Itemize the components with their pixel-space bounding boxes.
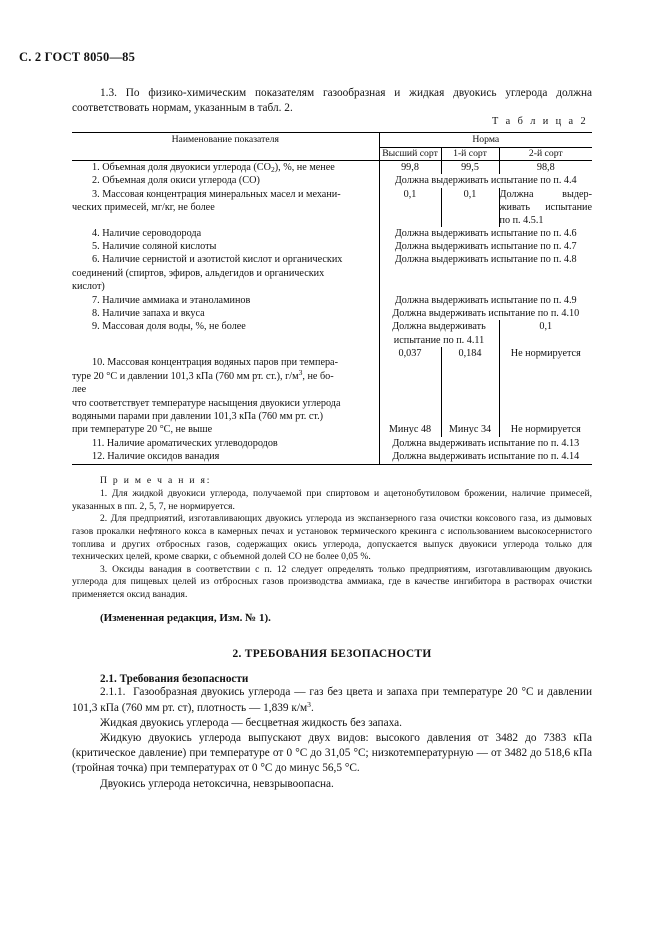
header-col-grade-1: 1-й сорт bbox=[441, 147, 499, 160]
table-row bbox=[72, 450, 592, 464]
row-10-value-grade1: 0,184 bbox=[441, 347, 499, 396]
paragraph-nontoxic: Двуокись углерода нетоксична, невзрывоопасна. bbox=[100, 777, 334, 790]
row-10-name-line2: туре 20 °С и давлении 101,3 кПа (760 мм рт. ст.), $г/м^3$, не бо- bbox=[72, 367, 334, 382]
row-4-name bbox=[72, 227, 379, 240]
row-12-name-text: 12. Наличие оксидов ванадия bbox=[92, 451, 220, 463]
table-row bbox=[72, 347, 592, 396]
paragraph-liquid-description: Жидкая двуокись углерода — бесцветная жидкость без запаха. bbox=[100, 716, 402, 729]
table-row bbox=[72, 253, 592, 293]
row-2-name-text: 2. Объемная доля окиси углерода (СО) bbox=[92, 175, 260, 187]
row-5-name bbox=[72, 240, 379, 253]
table-row bbox=[72, 320, 592, 347]
table-row bbox=[72, 307, 592, 320]
table-row bbox=[72, 227, 592, 240]
row-5-value-all: Должна выдерживать испытание по п. 4.7 bbox=[379, 240, 592, 253]
page-running-header: С. 2 ГОСТ 8050—85 bbox=[19, 50, 136, 64]
table-row bbox=[72, 174, 592, 187]
row-2-name bbox=[72, 174, 379, 187]
table-row bbox=[72, 240, 592, 253]
page-content bbox=[72, 86, 592, 792]
row-10b-name-line3: при температуре 20 °С, не выше bbox=[72, 424, 213, 436]
row-6-name-line1: 6. Наличие сернистой и азотистой кислот и органических bbox=[92, 254, 343, 266]
row-12-value-all: Должна выдерживать испытание по п. 4.14 bbox=[379, 450, 592, 464]
row-11-name-text: 11. Наличие ароматических углеводородов bbox=[92, 437, 278, 449]
row-10b-value-grade1: Минус 34 bbox=[441, 397, 499, 437]
row-10b-value-grade2: Не нормируется bbox=[499, 397, 592, 437]
table-row bbox=[72, 294, 592, 307]
revision-note: (Измененная редакция, Изм. № 1). bbox=[100, 612, 271, 625]
row-3-name-line1: 3. Массовая концентрация минеральных масел и механи- bbox=[92, 188, 341, 200]
row-10-spacer bbox=[72, 347, 379, 356]
row-3-name bbox=[72, 188, 379, 227]
table-body bbox=[72, 160, 592, 464]
row-6-value-all: Должна выдерживать испытание по п. 4.8 bbox=[379, 253, 592, 293]
row-10-value-highest: 0,037 bbox=[379, 347, 441, 396]
row-7-name-text: 7. Наличие аммиака и этаноламинов bbox=[92, 294, 251, 306]
note-item-3: 3. Оксиды ванадия в соответствии с п. 12 следует определять только предприятиям, изготавливающим двуокись углерода для пищевых целей из отбросных газов производства аммиака, где в качестве ингибитора в растворах очистки применяется оксид ванадия. bbox=[72, 563, 592, 600]
row-11-value-all: Должна выдерживать испытание по п. 4.13 bbox=[379, 437, 592, 450]
row-4-name-text: 4. Наличие сероводорода bbox=[92, 227, 202, 239]
row-10-name bbox=[72, 347, 379, 396]
row-10b-name-line1: что соответствует температуре насыщения двуокиси углерода bbox=[72, 397, 341, 409]
table-head bbox=[72, 133, 592, 160]
paragraph-2-1-1: 2.1.1. Газообразная двуокись углерода — газ без цвета и запаха при температуре 20 °С и давлении 101,3 кПа (760 мм рт. ст), плотность — 1,839 $к/м^3$. bbox=[72, 686, 592, 714]
header-norma-group: Норма bbox=[379, 133, 592, 147]
row-1-name-text: 1. Объемная доля двуокиси углерода $(CO_2)$, %, не менее bbox=[92, 161, 335, 175]
paragraph-1-3: 1.3. По физико-химическим показателям газообразная и жидкая двуокись углерода должна соответствовать нормам, указанным в табл. 2. bbox=[72, 87, 592, 115]
row-3-value-highest: 0,1 bbox=[379, 188, 441, 227]
row-10b-name-line2: водяными парами при давлении 101,3 кПа (760 мм рт. ст.) bbox=[72, 410, 324, 422]
row-7-value-all: Должна выдерживать испытание по п. 4.9 bbox=[379, 294, 592, 307]
table-row bbox=[72, 397, 592, 437]
row-8-value-all: Должна выдерживать испытание по п. 4.10 bbox=[379, 307, 592, 320]
header-col-grade-2: 2-й сорт bbox=[499, 147, 592, 160]
row-11-name bbox=[72, 437, 379, 450]
row-9-name-text: 9. Массовая доля воды, %, не более bbox=[92, 321, 246, 333]
row-3-name-line2: ческих примесей, мг/кг, не более bbox=[72, 202, 215, 214]
row-9-value-merged: Должна выдерживать испытание по п. 4.11 bbox=[379, 320, 499, 347]
subsection-2-1-title: 2.1. Требования безопасности bbox=[100, 673, 249, 686]
table-row bbox=[72, 160, 592, 174]
row-3-value-grade2 bbox=[499, 188, 592, 227]
row-8-name bbox=[72, 307, 379, 320]
table-caption: Т а б л и ц а 2 bbox=[492, 116, 588, 128]
section-2-title: 2. ТРЕБОВАНИЯ БЕЗОПАСНОСТИ bbox=[232, 648, 432, 661]
table-row bbox=[72, 188, 592, 227]
row-2-value-all: Должна выдерживать испытание по п. 4.4 bbox=[379, 174, 592, 187]
row-1-name bbox=[72, 160, 379, 174]
row-10-name-line3: лее bbox=[72, 384, 87, 396]
table-header-row-group bbox=[72, 133, 592, 147]
header-col-highest-grade: Высший сорт bbox=[379, 147, 441, 160]
row-1-value-grade1: 99,5 bbox=[441, 160, 499, 174]
row-10-value-grade2: Не нормируется bbox=[499, 347, 592, 396]
header-name-column: Наименование показателя bbox=[72, 133, 379, 160]
row-6-name bbox=[72, 253, 379, 293]
row-3-value-grade1: 0,1 bbox=[441, 188, 499, 227]
row-9-name bbox=[72, 320, 379, 347]
row-10b-value-highest: Минус 48 bbox=[379, 397, 441, 437]
note-item-2: 2. Для предприятий, изготавливающих двуокись углерода из экспанзерного газа очистки коксового газа, из дымовых газов прокалки нефтяного кокса в камерных печах и установок термического крекинга с использованием высокосернистого топлива и других отбросных газов, содержащих окись углерода, допускается выпуск двуокиси углерода только для технических целей, кроме сварки, с объемной долей СО не более 0,05 %. bbox=[72, 513, 592, 563]
row-4-value-all: Должна выдерживать испытание по п. 4.6 bbox=[379, 227, 592, 240]
row-1-value-grade2: 98,8 bbox=[499, 160, 592, 174]
table-row bbox=[72, 437, 592, 450]
table-notes bbox=[72, 475, 592, 602]
row-12-name bbox=[72, 450, 379, 464]
row-8-name-text: 8. Наличие запаха и вкуса bbox=[92, 308, 205, 320]
row-6-name-line3: кислот) bbox=[72, 281, 105, 293]
note-item-1: 1. Для жидкой двуокиси углерода, получаемой при спиртовом и ацетонобутиловом брожении, наличие примесей, указанных в пп. 2, 5, 7, не нормируется. bbox=[72, 488, 592, 512]
row-9-value-grade2: 0,1 bbox=[499, 320, 592, 347]
row-10b-name bbox=[72, 397, 379, 437]
row-10-name-line1: 10. Массовая концентрация водяных паров при темпера- bbox=[92, 357, 338, 369]
row-6-name-line2: соединений (спиртов, эфиров, альдегидов и органических bbox=[72, 267, 325, 279]
row-5-name-text: 5. Наличие соляной кислоты bbox=[92, 241, 217, 253]
paragraph-liquid-types: Жидкую двуокись углерода выпускают двух видов: высокого давления от 3482 до 7383 кПа (критическое давление) при температуре от 0 °С до 31,05 °С; низкотемпературную — от 3482 до 518,6 кПа (тройная точка) при температурах от 0 °С до минус 56,5 °С. bbox=[72, 732, 592, 775]
row-1-value-highest: 99,8 bbox=[379, 160, 441, 174]
norms-table bbox=[72, 132, 592, 464]
row-7-name bbox=[72, 294, 379, 307]
notes-title: П р и м е ч а н и я: bbox=[100, 474, 212, 486]
row-3-note-text: Должна выдерживать испытание по п. 4.5.1 bbox=[499, 188, 593, 226]
